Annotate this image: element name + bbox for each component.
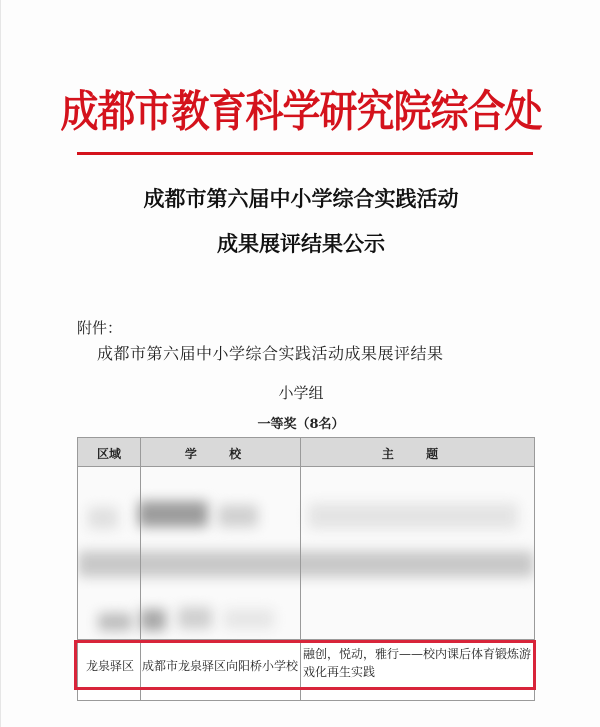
column-header-region: 区域 bbox=[96, 447, 121, 461]
column-header-topic: 主 题 bbox=[381, 447, 453, 461]
group-label: 小学组 bbox=[278, 384, 324, 402]
blur-block bbox=[138, 501, 208, 527]
blurred-rows bbox=[78, 467, 534, 639]
attachment-label: 附件： bbox=[77, 319, 123, 337]
cell-topic: 融创，悦动，雅行——校内课后体育锻炼游戏化再生实践 bbox=[303, 647, 532, 679]
blur-block bbox=[178, 607, 212, 629]
blur-block bbox=[98, 613, 132, 631]
red-divider bbox=[77, 152, 533, 155]
blur-block bbox=[308, 503, 518, 529]
cell-school: 成都市龙泉驿区向阳桥小学校 bbox=[141, 659, 298, 673]
org-masthead: 成都市教育科学研究院综合处 bbox=[60, 85, 542, 137]
document-title-line2: 成果展评结果公示 bbox=[217, 231, 385, 256]
column-header-school: 学 校 bbox=[184, 447, 256, 461]
award-heading: 一等奖（8名） bbox=[257, 417, 345, 432]
blur-block bbox=[140, 609, 166, 631]
table-header-row bbox=[78, 438, 534, 467]
document-title-line1: 成都市第六届中小学综合实践活动 bbox=[143, 186, 459, 211]
blur-block bbox=[88, 507, 118, 529]
blur-block bbox=[78, 551, 534, 577]
blur-block bbox=[224, 609, 274, 629]
cell-region: 龙泉驿区 bbox=[85, 659, 134, 673]
blur-block bbox=[218, 505, 258, 527]
attachment-title: 成都市第六届中小学综合实践活动成果展评结果 bbox=[97, 344, 444, 363]
